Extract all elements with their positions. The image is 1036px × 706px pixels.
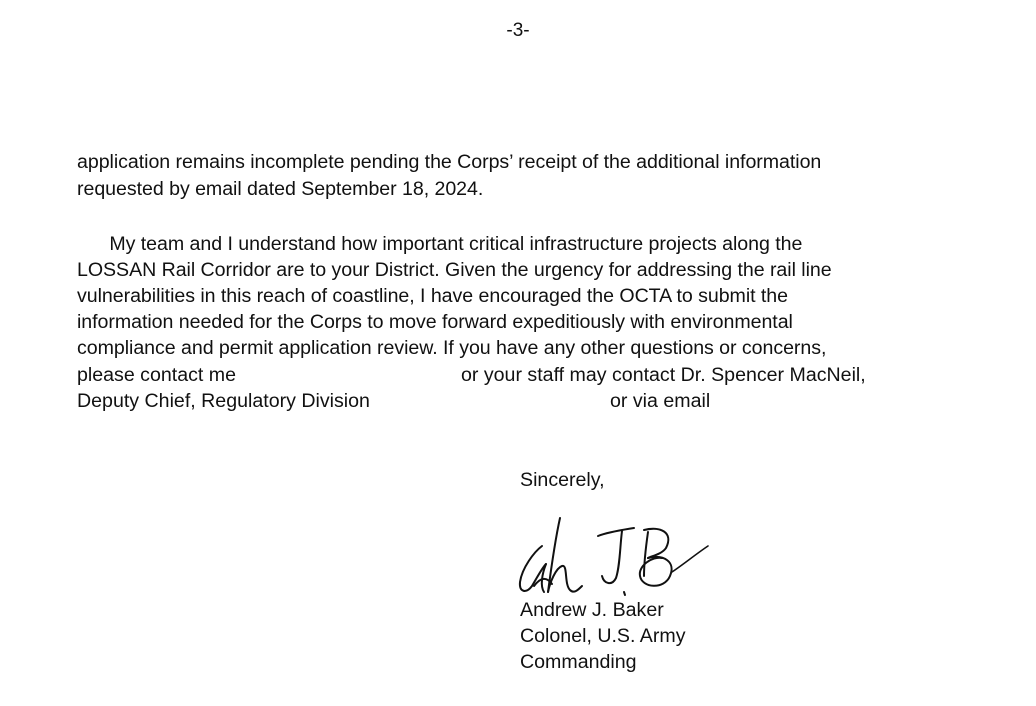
signer-title: Commanding — [520, 651, 637, 673]
text-line-segment: please contact me — [77, 364, 237, 386]
text-line-segment: or your staff may contact Dr. Spencer MacNeil, — [461, 364, 866, 386]
text-line: compliance and permit application review. If you have any other questions or concerns, — [77, 337, 827, 359]
handwritten-signature-icon — [512, 506, 712, 602]
text-line-segment: or via email — [610, 390, 711, 412]
signer-rank: Colonel, U.S. Army — [520, 625, 686, 647]
text-line: information needed for the Corps to move forward expeditiously with environmental — [77, 311, 793, 333]
text-line: vulnerabilities in this reach of coastline, I have encouraged the OCTA to submit the — [77, 285, 789, 307]
signer-name: Andrew J. Baker — [520, 599, 664, 621]
text-line: LOSSAN Rail Corridor are to your District. Given the urgency for addressing the rail line — [77, 259, 832, 281]
page-number: -3- — [506, 20, 530, 41]
text-line: requested by email dated September 18, 2024. — [77, 178, 484, 200]
text-line-segment: Deputy Chief, Regulatory Division — [77, 390, 370, 412]
text-line: application remains incomplete pending the Corps’ receipt of the additional information — [77, 151, 822, 173]
text-line: My team and I understand how important critical infrastructure projects along the — [77, 233, 803, 255]
salutation: Sincerely, — [520, 469, 605, 491]
